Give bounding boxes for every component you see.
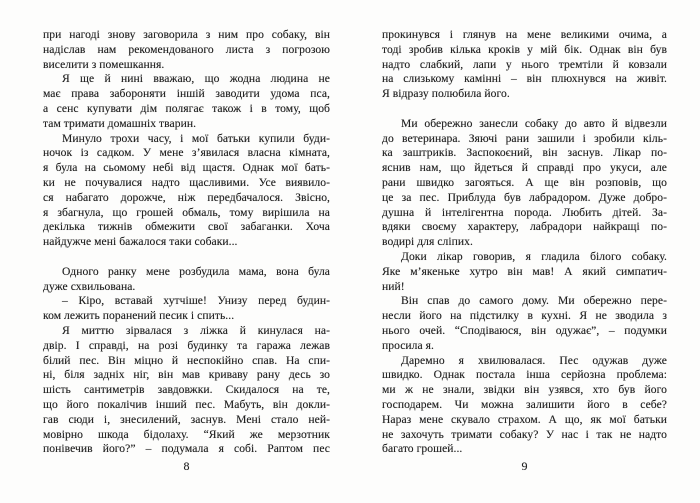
text-line: нього очей. “Сподіваюся, він одужає”, – подумки <box>382 323 667 337</box>
text-line: білий пес. Він міцно й неспокійно спав. На спи- <box>43 353 330 367</box>
text-line: Я відразу полюбила його. <box>382 87 510 101</box>
text-line: до ветеринара. Зяючі рани зашили і зробили кіль- <box>382 131 667 145</box>
text-line: душна й інтелігентна порода. Любить дітей. За- <box>382 205 667 219</box>
text-line: Минуло трохи часу, і мої батьки купили буди- <box>62 131 330 145</box>
text-line: Він спав до самого дому. Ми обережно пере- <box>401 294 667 308</box>
text-line: я була на сьомому небі від щастя. Однак мої бать- <box>43 161 330 175</box>
page-number-right: 9 <box>521 459 528 473</box>
text-line: двір. І справді, на розі будинку та гаража лежав <box>43 338 330 352</box>
text-line: рани швидко загояться. А ще він розповів, що <box>382 175 667 189</box>
page-right <box>382 28 667 457</box>
text-line: що його покалічив інший пес. Мабуть, він докли- <box>43 397 330 411</box>
text-line: це за пес. Приблуда був лабрадором. Дуже добро- <box>382 190 667 204</box>
text-line: Ми обережно занесли собаку до авто й відвезли <box>401 116 667 130</box>
text-line: Я ще й нині вважаю, що жодна людина не <box>62 72 330 86</box>
text-line: надіслав нам рекомендованого листа з погрозою <box>43 42 330 56</box>
text-line: яснив нам, що йдеться й справді про укуси, але <box>382 161 667 175</box>
text-line: Даремно я хвилювалася. Пес одужав дуже <box>401 353 667 367</box>
text-line: там тримати домашніх тварин. <box>43 116 197 130</box>
text-line: я збагнула, що грошей обмаль, тому вирішила на <box>43 205 330 219</box>
text-line: ний! <box>382 279 405 293</box>
text-line: надто слабкий, лапи у нього тремтіли й ковзали <box>382 57 667 71</box>
text-line: має права забороняти іншій заводити удома пса, <box>43 87 330 101</box>
text-line: господарем. Чи можна залишити його в себе? <box>382 397 667 411</box>
text-line: вдяки своєму характеру, лабрадори найкращі по- <box>382 220 667 234</box>
text-line: виселити з помешкання. <box>43 57 165 71</box>
text-line: несли його на підстилку в кухні. Я не зводила з <box>382 309 667 323</box>
text-line: просила я. <box>382 338 434 352</box>
text-line: прокинувся і глянув на мене великими очима, а <box>382 28 667 41</box>
text-line: ком лежить поранений песик і спить... <box>43 309 235 323</box>
text-line: гав сюди і, знесилений, заснув. Мені стало ней- <box>43 412 330 426</box>
text-line: при нагоді знову заговорила з ним про собаку, він <box>43 28 330 41</box>
text-line: шість сантиметрів завдовжки. Скидалося на те, <box>43 383 330 397</box>
text-line: дуже схвильована. <box>43 279 136 293</box>
text-line: водирі для сліпих. <box>382 235 473 249</box>
page-number-left: 8 <box>183 459 190 473</box>
text-line: понівечив його?” – подумала я собі. Раптом пес <box>43 442 330 456</box>
text-line: мовірно шкода бідолаху. “Який же мерзотник <box>43 427 330 441</box>
text-line: не захочуть тримати собаку? У нас і так не надто <box>382 427 667 441</box>
text-line: на слизькому камінні – він плюхнувся на живіт. <box>382 72 667 86</box>
text-line: а сенс купувати дім полягає також і в тому, щоб <box>43 101 330 115</box>
text-line: ні, біля задніх ніг, він мав криваву рану десь зо <box>43 368 330 382</box>
text-line: багато грошей... <box>382 442 463 456</box>
text-line: ми ж не знали, звідки він узявся, хто був його <box>382 383 667 397</box>
text-line: швидко. Однак постала інша серйозна проблема: <box>382 368 667 382</box>
text-line: ночок із садком. У мене з’явилася власна кімната, <box>43 146 330 160</box>
text-line: найдужче мені бажалося таки собаки... <box>43 235 238 249</box>
text-line: Я миттю зірвалася з ліжка й кинулася на- <box>62 323 330 337</box>
text-line: Яке м’якеньке хутро він мав! А який симпатич- <box>382 264 667 278</box>
text-line: Одного ранку мене розбудила мама, вона була <box>62 264 330 278</box>
text-line: Нараз мене скувало страхом. А що, як мої батьки <box>382 412 667 426</box>
text-line <box>43 250 330 265</box>
text-line: декілька тижнів обмежити свої забаганки. Хоча <box>43 220 330 234</box>
page-left <box>43 28 330 457</box>
text-line: – Кіро, вставай хутчіше! Унизу перед будин- <box>62 294 330 308</box>
text-line: ка заштриків. Заспокоєний, він заснув. Лікар по- <box>382 146 667 160</box>
text-line: ки не почувалися надто щасливими. Усе виявило- <box>43 175 330 189</box>
text-line <box>382 102 667 117</box>
text-line: тоді зробив кілька кроків у мій бік. Однак він був <box>382 42 667 56</box>
text-line: Доки лікар говорив, я гладила білого собаку. <box>401 249 667 263</box>
text-line: ся набагато дорожче, ніж передбачалося. Звісно, <box>43 190 330 204</box>
